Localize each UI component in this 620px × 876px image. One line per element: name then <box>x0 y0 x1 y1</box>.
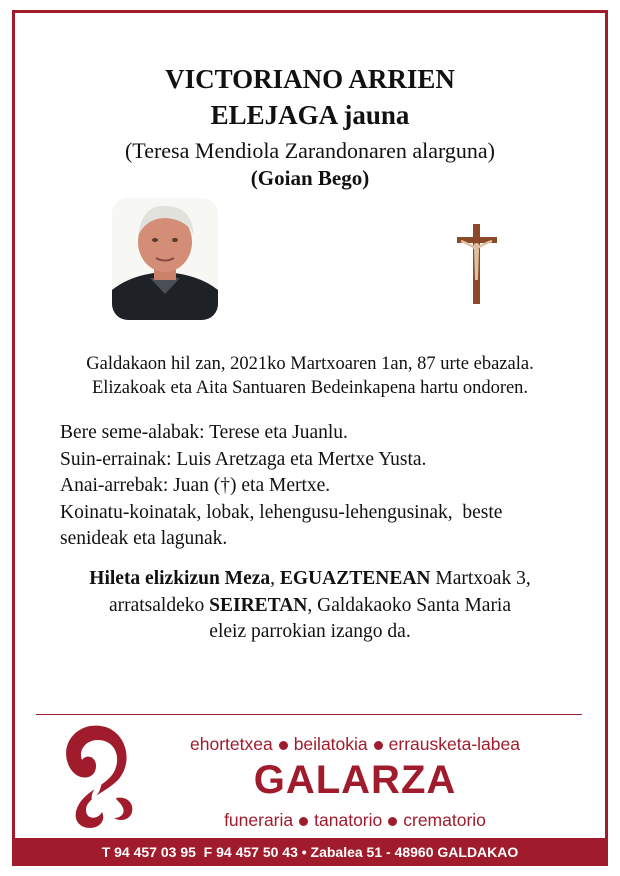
death-notice-line2: Elizakoak eta Aita Santuaren Bedeinkapena hartu ondoren. <box>91 378 529 398</box>
funeral-separator: , <box>270 568 280 589</box>
service-basque-3: errausketa-labea <box>388 734 520 754</box>
family-list <box>60 420 590 553</box>
divider <box>36 714 582 715</box>
rest-in-peace-text: (Goian Bego) <box>250 166 370 190</box>
deceased-name-line1: VICTORIANO ARRIEN <box>165 64 455 94</box>
funeral-line3: eleiz parrokian izango da. <box>209 621 411 642</box>
contact-footer: T 94 457 03 95 F 94 457 50 43 • Zabalea 51 - 48960 GALDAKAO <box>12 838 608 866</box>
widow-of-text: (Teresa Mendiola Zarandonaren alarguna) <box>124 138 496 163</box>
service-spanish-3: crematorio <box>403 810 486 830</box>
service-basque-2: beilatokia <box>293 734 368 754</box>
services-basque <box>148 734 562 755</box>
funeral-place: , Galdakaoko Santa Maria <box>307 594 512 616</box>
brand-name: GALARZA <box>253 758 457 802</box>
funeral-date: Martxoak 3, <box>430 568 531 589</box>
family-siblings: Anai-arrebak: Juan (†) eta Mertxe. <box>60 475 331 496</box>
services-spanish <box>150 810 560 831</box>
funeral-day: EGUAZTENEAN <box>279 568 431 589</box>
service-basque-1: ehortetxea <box>190 734 273 754</box>
service-spanish-1: funeraria <box>224 810 294 830</box>
funeral-line2 <box>12 593 608 620</box>
deceased-photo <box>112 198 218 320</box>
bullet-icon <box>388 817 397 826</box>
galarza-logo-icon <box>56 720 140 832</box>
family-in-laws: Suin-errainak: Luis Aretzaga eta Mertxe Yusta. <box>60 448 427 470</box>
deceased-name-line2: ELEJAGA jauna <box>210 100 410 130</box>
bullet-icon <box>374 741 383 750</box>
family-children: Bere seme-alabak: Terese eta Juanlu. <box>60 422 348 443</box>
service-spanish-2: tanatorio <box>314 810 383 830</box>
funeral-time-prefix: arratsaldeko <box>108 594 210 616</box>
funeral-time: SEIRETAN <box>209 594 308 616</box>
family-others-line1: Koinatu-koinatak, lobak, lehengusu-lehengusinak, beste <box>60 501 503 523</box>
bullet-icon <box>279 741 288 750</box>
death-notice <box>12 352 608 400</box>
funeral-line1 <box>12 566 608 593</box>
funeral-info <box>12 566 608 646</box>
funeral-mass-label: Hileta elizkizun Meza <box>89 568 271 589</box>
crucifix-icon <box>455 222 499 306</box>
death-notice-line1: Galdakaon hil zan, 2021ko Martxoaren 1an, 87 urte ebazala. <box>86 354 534 374</box>
bullet-icon <box>299 817 308 826</box>
family-others-line2: senideak eta lagunak. <box>60 528 228 549</box>
